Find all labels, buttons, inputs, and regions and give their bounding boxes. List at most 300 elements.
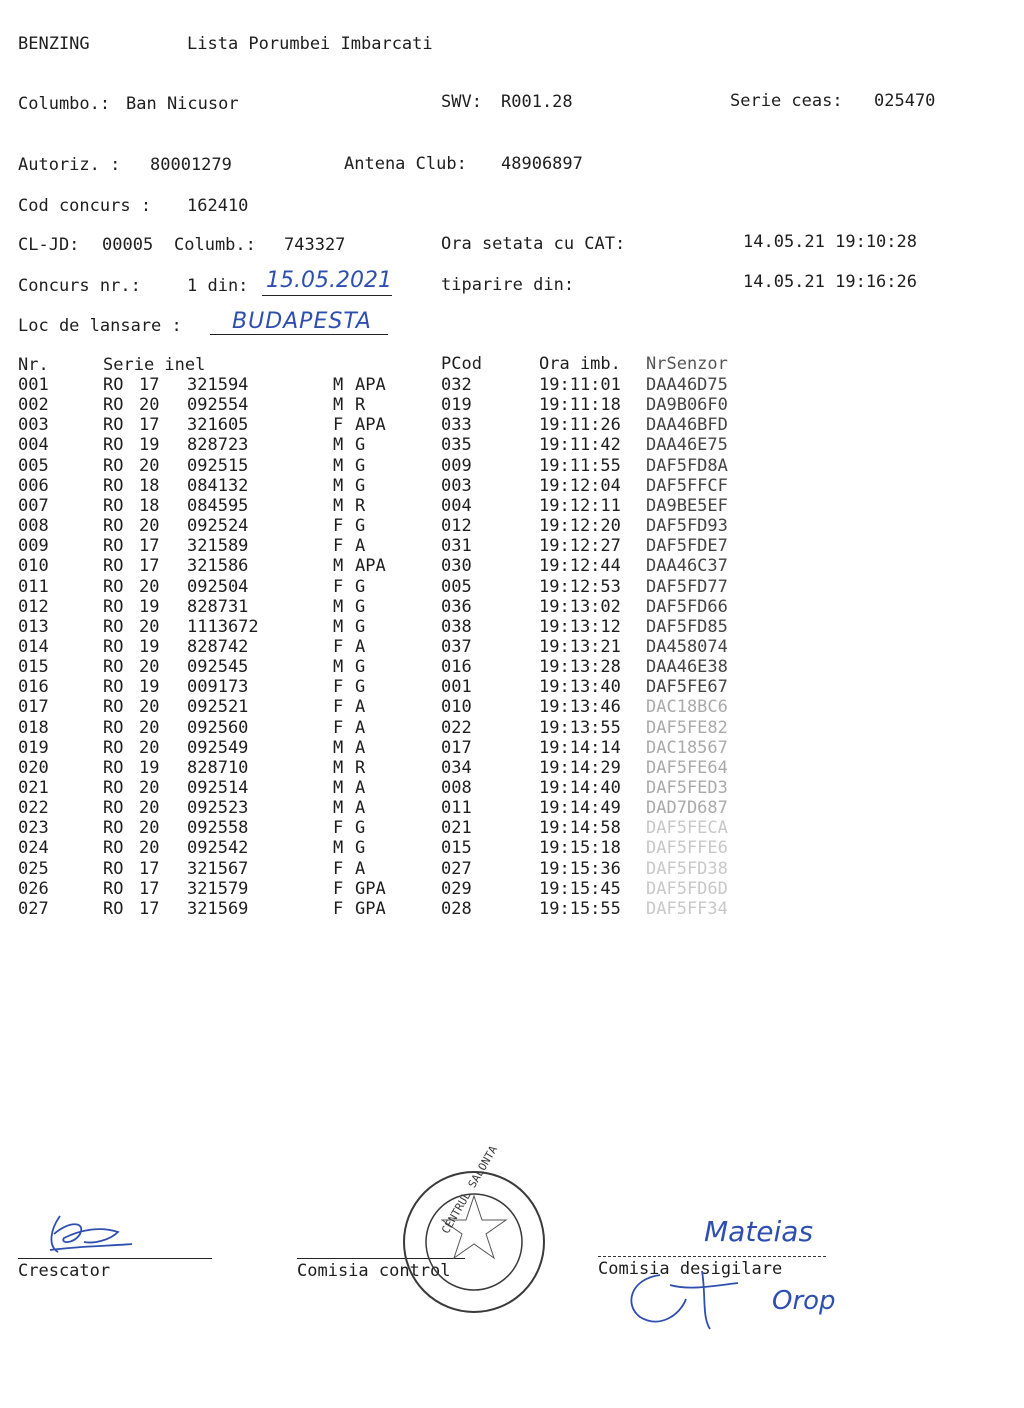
row-ring: 092554 xyxy=(187,395,249,416)
row-sensor: DAC18567 xyxy=(646,737,728,758)
columb-value: 743327 xyxy=(284,235,346,255)
row-pcod: 003 xyxy=(441,475,472,496)
comisia-desigilare-line xyxy=(598,1256,826,1257)
row-sensor: DA458074 xyxy=(646,636,728,657)
antena-label: Antena Club: xyxy=(344,154,467,174)
table-row xyxy=(0,697,1024,717)
row-nr: 002 xyxy=(18,395,49,416)
row-time: 19:13:02 xyxy=(539,596,621,617)
cod-concurs-label: Cod concurs : xyxy=(18,196,152,216)
row-pcod: 029 xyxy=(441,878,472,899)
table-row xyxy=(0,617,1024,637)
row-sex: M xyxy=(333,798,344,819)
row-year: 20 xyxy=(139,818,160,839)
row-pcod: 033 xyxy=(441,415,472,436)
row-year: 20 xyxy=(139,455,160,476)
row-time: 19:15:55 xyxy=(539,898,621,919)
row-ring: 092521 xyxy=(187,697,249,718)
row-sex: F xyxy=(333,858,344,879)
row-color: R xyxy=(355,757,366,778)
row-nr: 003 xyxy=(18,415,49,436)
ora-setata-label: Ora setata cu CAT: xyxy=(441,234,626,254)
tiparire-label: tiparire din: xyxy=(441,275,575,295)
row-color: A xyxy=(355,737,366,758)
row-country: RO xyxy=(103,576,124,597)
row-sensor: DAF5FD38 xyxy=(646,858,728,879)
row-nr: 008 xyxy=(18,516,49,537)
row-sensor: DAA46E38 xyxy=(646,657,728,678)
row-time: 19:12:44 xyxy=(539,556,621,577)
row-ring: 828742 xyxy=(187,636,249,657)
row-color: R xyxy=(355,495,366,516)
row-sensor: DAF5FFE6 xyxy=(646,838,728,859)
row-nr: 010 xyxy=(18,556,49,577)
row-year: 19 xyxy=(139,636,160,657)
row-country: RO xyxy=(103,616,124,637)
row-sex: F xyxy=(333,536,344,557)
table-row xyxy=(0,879,1024,899)
row-pcod: 019 xyxy=(441,395,472,416)
row-color: APA xyxy=(355,556,386,577)
row-sex: M xyxy=(333,556,344,577)
table-row xyxy=(0,798,1024,818)
table-row xyxy=(0,395,1024,415)
row-sex: M xyxy=(333,616,344,637)
row-sex: M xyxy=(333,375,344,395)
row-ring: 092545 xyxy=(187,657,249,678)
row-sex: F xyxy=(333,516,344,537)
row-time: 19:14:49 xyxy=(539,798,621,819)
row-color: G xyxy=(355,475,366,496)
row-pcod: 035 xyxy=(441,435,472,456)
table-row xyxy=(0,657,1024,677)
row-sensor: DAA46D75 xyxy=(646,375,728,395)
row-time: 19:11:55 xyxy=(539,455,621,476)
document-title: Lista Porumbei Imbarcati xyxy=(187,34,433,54)
row-color: G xyxy=(355,616,366,637)
row-pcod: 004 xyxy=(441,495,472,516)
row-nr: 005 xyxy=(18,455,49,476)
row-ring: 084132 xyxy=(187,475,249,496)
row-sensor: DAF5FD77 xyxy=(646,576,728,597)
signature-right-1: Mateias xyxy=(704,1215,814,1248)
row-sensor: DAF5FD6D xyxy=(646,878,728,899)
row-pcod: 032 xyxy=(441,375,472,395)
row-nr: 020 xyxy=(18,757,49,778)
row-pcod: 022 xyxy=(441,717,472,738)
row-nr: 015 xyxy=(18,657,49,678)
row-time: 19:15:18 xyxy=(539,838,621,859)
row-pcod: 008 xyxy=(441,778,472,798)
row-nr: 025 xyxy=(18,858,49,879)
row-country: RO xyxy=(103,495,124,516)
row-nr: 023 xyxy=(18,818,49,839)
row-ring: 321579 xyxy=(187,878,249,899)
row-nr: 016 xyxy=(18,677,49,698)
row-color: R xyxy=(355,395,366,416)
row-country: RO xyxy=(103,596,124,617)
row-pcod: 030 xyxy=(441,556,472,577)
row-ring: 092515 xyxy=(187,455,249,476)
row-time: 19:14:29 xyxy=(539,757,621,778)
row-sex: F xyxy=(333,576,344,597)
row-country: RO xyxy=(103,556,124,577)
row-country: RO xyxy=(103,838,124,859)
row-ring: 092560 xyxy=(187,717,249,738)
row-country: RO xyxy=(103,435,124,456)
row-ring: 828731 xyxy=(187,596,249,617)
cljd-label: CL-JD: xyxy=(18,235,80,255)
row-time: 19:13:46 xyxy=(539,697,621,718)
row-sex: M xyxy=(333,395,344,416)
row-pcod: 016 xyxy=(441,657,472,678)
row-color: G xyxy=(355,596,366,617)
row-nr: 021 xyxy=(18,778,49,798)
col-header-pcod: PCod xyxy=(441,354,482,374)
table-row xyxy=(0,597,1024,617)
row-nr: 006 xyxy=(18,475,49,496)
row-year: 20 xyxy=(139,798,160,819)
signature-right-2: Orop xyxy=(772,1286,836,1316)
row-year: 20 xyxy=(139,838,160,859)
row-sensor: DA9B06F0 xyxy=(646,395,728,416)
concurs-label: Concurs nr.: xyxy=(18,276,141,296)
row-nr: 017 xyxy=(18,697,49,718)
table-row xyxy=(0,516,1024,536)
autoriz-label: Autoriz. : xyxy=(18,155,121,175)
row-nr: 024 xyxy=(18,838,49,859)
col-header-ora: Ora imb. xyxy=(539,354,621,374)
row-year: 20 xyxy=(139,778,160,798)
row-time: 19:12:20 xyxy=(539,516,621,537)
row-year: 17 xyxy=(139,415,160,436)
row-country: RO xyxy=(103,475,124,496)
row-ring: 092514 xyxy=(187,778,249,798)
row-sensor: DAF5FED3 xyxy=(646,778,728,798)
row-nr: 012 xyxy=(18,596,49,617)
row-year: 19 xyxy=(139,435,160,456)
desigilare-scribble xyxy=(620,1265,750,1335)
row-year: 20 xyxy=(139,516,160,537)
row-time: 19:11:42 xyxy=(539,435,621,456)
row-time: 19:14:14 xyxy=(539,737,621,758)
row-time: 19:13:12 xyxy=(539,616,621,637)
row-ring: 092523 xyxy=(187,798,249,819)
table-row xyxy=(0,435,1024,455)
row-year: 20 xyxy=(139,657,160,678)
row-sensor: DAF5FD66 xyxy=(646,596,728,617)
row-sex: F xyxy=(333,636,344,657)
row-color: A xyxy=(355,858,366,879)
row-ring: 009173 xyxy=(187,677,249,698)
loc-label: Loc de lansare : xyxy=(18,316,182,336)
table-row xyxy=(0,899,1024,919)
row-country: RO xyxy=(103,717,124,738)
comisia-control-label: Comisia control xyxy=(297,1261,451,1281)
row-country: RO xyxy=(103,757,124,778)
row-country: RO xyxy=(103,737,124,758)
row-pcod: 012 xyxy=(441,516,472,537)
brand-name: BENZING xyxy=(18,34,90,54)
row-sensor: DAF5FF34 xyxy=(646,898,728,919)
row-color: G xyxy=(355,516,366,537)
row-ring: 321569 xyxy=(187,898,249,919)
row-color: A xyxy=(355,536,366,557)
row-pcod: 011 xyxy=(441,798,472,819)
row-nr: 026 xyxy=(18,878,49,899)
columbo-value: Ban Nicusor xyxy=(126,94,239,114)
row-sex: M xyxy=(333,475,344,496)
row-time: 19:12:53 xyxy=(539,576,621,597)
columb-label: Columb.: xyxy=(174,235,256,255)
row-time: 19:14:58 xyxy=(539,818,621,839)
row-sensor: DAF5FD8A xyxy=(646,455,728,476)
row-time: 19:14:40 xyxy=(539,778,621,798)
row-sensor: DAF5FFCF xyxy=(646,475,728,496)
concurs-date-handwritten: 15.05.2021 xyxy=(266,268,392,293)
row-nr: 004 xyxy=(18,435,49,456)
concurs-value: 1 din: xyxy=(187,276,249,296)
row-country: RO xyxy=(103,415,124,436)
row-country: RO xyxy=(103,697,124,718)
table-row xyxy=(0,758,1024,778)
comisia-desigilare-label: Comisia desigilare xyxy=(598,1259,783,1279)
row-sex: F xyxy=(333,818,344,839)
table-row xyxy=(0,818,1024,838)
table-row xyxy=(0,556,1024,576)
row-sensor: DAF5FD85 xyxy=(646,616,728,637)
row-year: 18 xyxy=(139,475,160,496)
col-header-senzor: NrSenzor xyxy=(646,354,728,374)
table-row xyxy=(0,577,1024,597)
row-sensor: DAA46E75 xyxy=(646,435,728,456)
row-time: 19:12:11 xyxy=(539,495,621,516)
row-year: 18 xyxy=(139,495,160,516)
row-country: RO xyxy=(103,858,124,879)
row-ring: 092542 xyxy=(187,838,249,859)
row-nr: 027 xyxy=(18,898,49,919)
row-country: RO xyxy=(103,798,124,819)
columbo-label: Columbo.: xyxy=(18,94,111,114)
row-sex: F xyxy=(333,677,344,698)
row-sex: M xyxy=(333,435,344,456)
cljd-value: 00005 xyxy=(102,235,154,255)
row-ring: 828723 xyxy=(187,435,249,456)
stamp-text-inner: CENTRUL SALONTA xyxy=(439,1143,501,1236)
row-country: RO xyxy=(103,395,124,416)
row-sensor: DAF5FE82 xyxy=(646,717,728,738)
row-color: G xyxy=(355,576,366,597)
row-sensor: DAA46BFD xyxy=(646,415,728,436)
row-ring: 084595 xyxy=(187,495,249,516)
row-nr: 014 xyxy=(18,636,49,657)
row-sensor: DAF5FE64 xyxy=(646,757,728,778)
row-color: G xyxy=(355,818,366,839)
row-nr: 022 xyxy=(18,798,49,819)
row-ring: 1113672 xyxy=(187,616,259,637)
row-sex: F xyxy=(333,898,344,919)
crescator-signature xyxy=(40,1210,140,1260)
row-color: A xyxy=(355,778,366,798)
row-color: APA xyxy=(355,415,386,436)
row-time: 19:11:26 xyxy=(539,415,621,436)
row-pcod: 028 xyxy=(441,898,472,919)
row-color: G xyxy=(355,657,366,678)
row-ring: 092524 xyxy=(187,516,249,537)
row-sensor: DAC18BC6 xyxy=(646,697,728,718)
row-country: RO xyxy=(103,677,124,698)
row-sensor: DAF5FE67 xyxy=(646,677,728,698)
row-nr: 013 xyxy=(18,616,49,637)
row-time: 19:11:01 xyxy=(539,375,621,395)
row-pcod: 017 xyxy=(441,737,472,758)
row-sex: F xyxy=(333,717,344,738)
row-sex: M xyxy=(333,657,344,678)
row-sex: M xyxy=(333,778,344,798)
row-year: 20 xyxy=(139,576,160,597)
row-year: 20 xyxy=(139,616,160,637)
row-time: 19:11:18 xyxy=(539,395,621,416)
autoriz-value: 80001279 xyxy=(150,155,232,175)
row-color: A xyxy=(355,717,366,738)
row-year: 17 xyxy=(139,878,160,899)
row-pcod: 021 xyxy=(441,818,472,839)
table-row xyxy=(0,637,1024,657)
row-time: 19:13:21 xyxy=(539,636,621,657)
swv-value: R001.28 xyxy=(501,92,573,112)
row-time: 19:15:45 xyxy=(539,878,621,899)
row-sex: M xyxy=(333,495,344,516)
row-year: 19 xyxy=(139,677,160,698)
row-pcod: 031 xyxy=(441,536,472,557)
serie-ceas-label: Serie ceas: xyxy=(730,91,843,111)
row-nr: 011 xyxy=(18,576,49,597)
table-row xyxy=(0,718,1024,738)
tiparire-value: 14.05.21 19:16:26 xyxy=(743,272,917,292)
row-color: A xyxy=(355,697,366,718)
row-color: G xyxy=(355,838,366,859)
loc-handwritten: BUDAPESTA xyxy=(232,309,372,334)
row-sex: M xyxy=(333,737,344,758)
row-pcod: 034 xyxy=(441,757,472,778)
row-country: RO xyxy=(103,636,124,657)
row-pcod: 009 xyxy=(441,455,472,476)
row-time: 19:12:27 xyxy=(539,536,621,557)
table-row xyxy=(0,738,1024,758)
row-time: 19:15:36 xyxy=(539,858,621,879)
row-year: 20 xyxy=(139,395,160,416)
row-year: 20 xyxy=(139,737,160,758)
row-nr: 007 xyxy=(18,495,49,516)
row-pcod: 001 xyxy=(441,677,472,698)
ora-setata-value: 14.05.21 19:10:28 xyxy=(743,232,917,252)
row-nr: 009 xyxy=(18,536,49,557)
row-sex: M xyxy=(333,455,344,476)
row-pcod: 037 xyxy=(441,636,472,657)
table-row xyxy=(0,778,1024,798)
row-color: A xyxy=(355,798,366,819)
row-year: 19 xyxy=(139,757,160,778)
row-sensor: DAF5FDE7 xyxy=(646,536,728,557)
row-color: GPA xyxy=(355,898,386,919)
row-sex: M xyxy=(333,838,344,859)
row-ring: 321586 xyxy=(187,556,249,577)
row-sex: M xyxy=(333,757,344,778)
row-country: RO xyxy=(103,898,124,919)
row-time: 19:13:40 xyxy=(539,677,621,698)
table-row xyxy=(0,859,1024,879)
row-sensor: DAA46C37 xyxy=(646,556,728,577)
table-row xyxy=(0,456,1024,476)
row-ring: 321605 xyxy=(187,415,249,436)
row-time: 19:12:04 xyxy=(539,475,621,496)
swv-label: SWV: xyxy=(441,92,482,112)
loc-underline xyxy=(210,334,388,335)
crescator-label: Crescator xyxy=(18,1261,111,1281)
row-country: RO xyxy=(103,657,124,678)
row-ring: 828710 xyxy=(187,757,249,778)
row-year: 17 xyxy=(139,375,160,395)
concurs-date-underline xyxy=(262,295,392,296)
row-color: A xyxy=(355,636,366,657)
row-ring: 321594 xyxy=(187,375,249,395)
row-ring: 092558 xyxy=(187,818,249,839)
row-country: RO xyxy=(103,375,124,395)
row-country: RO xyxy=(103,818,124,839)
row-pcod: 005 xyxy=(441,576,472,597)
table-row xyxy=(0,536,1024,556)
row-time: 19:13:28 xyxy=(539,657,621,678)
row-country: RO xyxy=(103,536,124,557)
row-nr: 001 xyxy=(18,375,49,395)
table-row xyxy=(0,496,1024,516)
row-country: RO xyxy=(103,455,124,476)
row-ring: 321589 xyxy=(187,536,249,557)
row-nr: 018 xyxy=(18,717,49,738)
row-pcod: 027 xyxy=(441,858,472,879)
row-sensor: DAD7D687 xyxy=(646,798,728,819)
col-header-serie: Serie inel xyxy=(103,355,206,375)
row-country: RO xyxy=(103,516,124,537)
row-sensor: DAF5FECA xyxy=(646,818,728,839)
row-color: GPA xyxy=(355,878,386,899)
row-ring: 092549 xyxy=(187,737,249,758)
row-ring: 321567 xyxy=(187,858,249,879)
table-row xyxy=(0,415,1024,435)
row-sensor: DA9BE5EF xyxy=(646,495,728,516)
row-sensor: DAF5FD93 xyxy=(646,516,728,537)
row-sex: M xyxy=(333,596,344,617)
antena-value: 48906897 xyxy=(501,154,583,174)
row-sex: F xyxy=(333,878,344,899)
row-color: G xyxy=(355,435,366,456)
row-pcod: 038 xyxy=(441,616,472,637)
table-row xyxy=(0,677,1024,697)
row-year: 20 xyxy=(139,697,160,718)
table-row xyxy=(0,375,1024,395)
row-country: RO xyxy=(103,878,124,899)
row-color: APA xyxy=(355,375,386,395)
col-header-nr: Nr. xyxy=(18,355,49,375)
row-color: G xyxy=(355,455,366,476)
row-pcod: 015 xyxy=(441,838,472,859)
row-time: 19:13:55 xyxy=(539,717,621,738)
row-sex: F xyxy=(333,697,344,718)
table-row xyxy=(0,838,1024,858)
row-ring: 092504 xyxy=(187,576,249,597)
row-sex: F xyxy=(333,415,344,436)
row-pcod: 010 xyxy=(441,697,472,718)
